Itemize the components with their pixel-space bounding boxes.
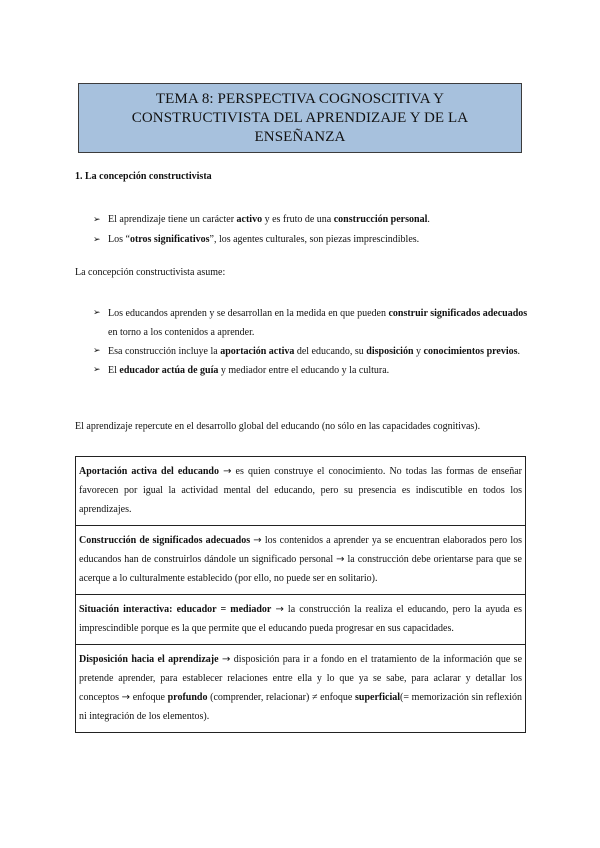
bullet-arrow-icon: ➢ [93, 215, 101, 225]
list-item: ➢ El aprendizaje tiene un carácter activo y es fruto de una construcción personal. [93, 210, 430, 230]
concepts-table [75, 456, 526, 733]
intro-text: La concepción constructivista asume: [75, 267, 226, 278]
list-item: ➢ Los “otros significativos”, los agentes culturales, son piezas imprescindibles. [93, 230, 430, 250]
title-box [78, 83, 522, 153]
bullet-arrow-icon: ➢ [93, 365, 101, 375]
arrow-icon: → [336, 554, 345, 565]
table-row: Situación interactiva: educador = mediador → la construcción la realiza el educando, pero la ayuda es imprescindible porque es la que permite que el educando pueda progresar en sus capacidades. [76, 594, 525, 644]
list-item: ➢ Los educandos aprenden y se desarrollan en la medida en que pueden construir significados adecuados en torno a los contenidos a aprender. [93, 304, 530, 342]
arrow-icon: → [275, 604, 284, 615]
title-line-2: CONSTRUCTIVISTA DEL APRENDIZAJE Y DE LA [131, 109, 469, 126]
arrow-icon: → [223, 466, 232, 477]
title-line-3: ENSEÑANZA [254, 128, 346, 145]
row-term: Construcción de significados adecuados [79, 535, 251, 546]
table-row: Construcción de significados adecuados → los contenidos a aprender ya se encuentran elaborados pero los educandos han de construirlos dándole un significado personal → la construcción debe orientarse para que se acerque a lo culturalmente establecido (por ello, no puede ser en solitario). [76, 525, 525, 594]
title-line-1: TEMA 8: PERSPECTIVA COGNOSCITIVA Y [155, 90, 445, 107]
section-heading: 1. La concepción constructivista [75, 171, 212, 182]
summary-paragraph: El aprendizaje repercute en el desarrollo global del educando (no sólo en las capacidades cognitivas). [75, 421, 481, 432]
bullet-arrow-icon: ➢ [93, 346, 101, 356]
arrow-icon: → [221, 654, 231, 665]
bullet-arrow-icon: ➢ [93, 308, 101, 318]
arrow-icon: → [253, 535, 262, 546]
row-term: Situación interactiva: educador = mediador [79, 604, 272, 615]
table-row: Aportación activa del educando → es quien construye el conocimiento. No todas las formas de enseñar favorecen por igual la actividad mental del educando, pero su presencia es indiscutible en todos los aprendizajes. [79, 466, 522, 515]
table-row: Disposición hacia el aprendizaje → disposición para ir a fondo en el tratamiento de la información que se pretende aprender, para establecer relaciones entre ella y lo que ya se sabe, para aclarar y detallar los conceptos → enfoque profundo (comprender, relacionar) ≠ enfoque superficial(= memorización sin reflexión ni integración de los elementos). [76, 644, 525, 732]
bullet-arrow-icon: ➢ [93, 235, 101, 245]
list-item: ➢ El educador actúa de guía y mediador entre el educando y la cultura. [93, 361, 530, 380]
row-term: Disposición hacia el aprendizaje [79, 654, 219, 665]
bullet-list-1 [93, 210, 430, 250]
bullet-list-2 [93, 304, 530, 380]
arrow-icon: → [121, 692, 131, 703]
list-item: ➢ Esa construcción incluye la aportación activa del educando, su disposición y conocimientos previos. [93, 342, 530, 361]
row-term: Aportación activa del educando [79, 466, 219, 477]
